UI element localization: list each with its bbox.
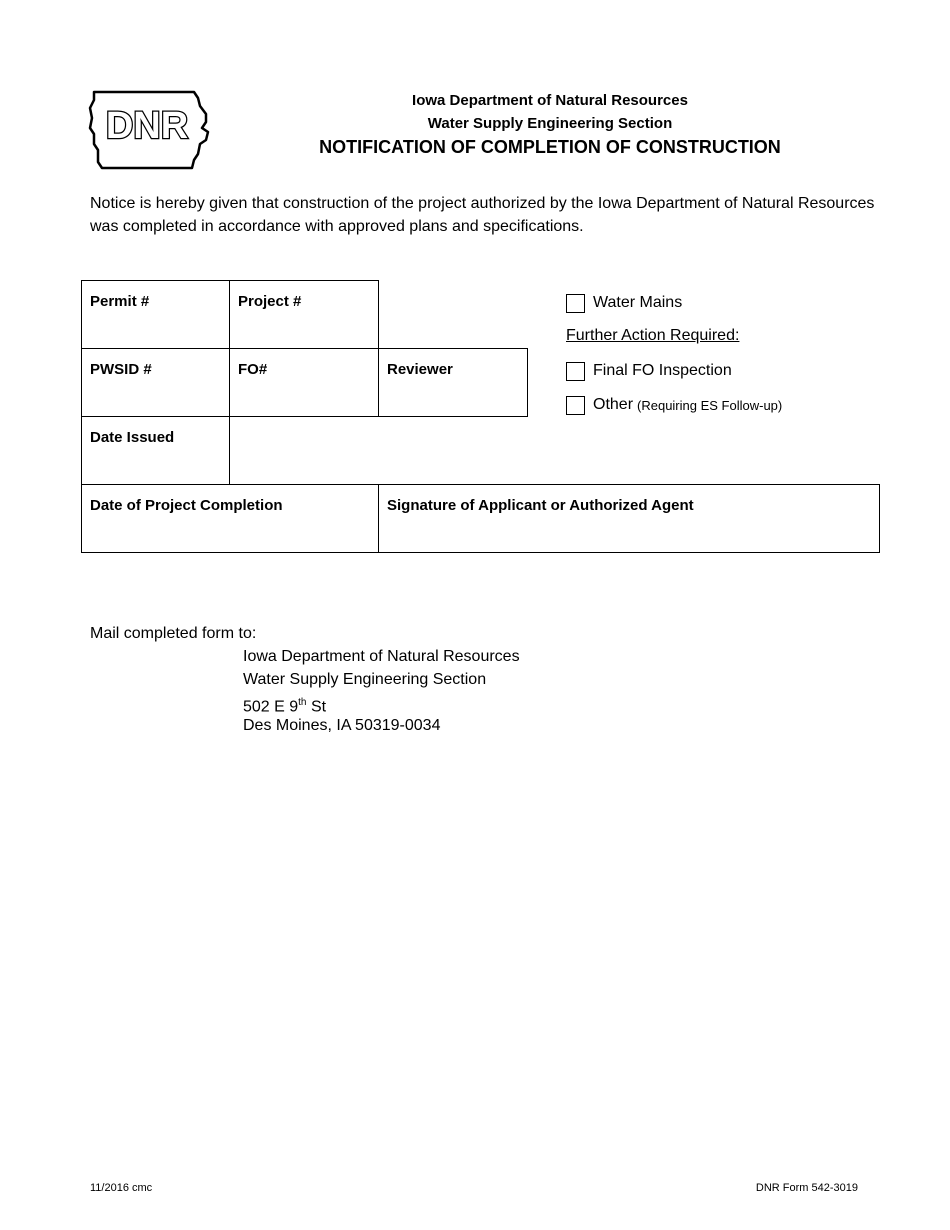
other-checkbox[interactable] [566,396,585,415]
mail-line4: Des Moines, IA 50319-0034 [243,717,441,734]
other-note: (Requiring ES Follow-up) [637,397,783,413]
department-name: Iowa Department of Natural Resources [412,92,688,109]
final-fo-label: Final FO Inspection [593,362,732,379]
footer-form-number: DNR Form 542-3019 [755,1182,858,1194]
project-label: Project # [238,293,302,310]
reviewer-field[interactable] [378,348,528,417]
permit-field[interactable] [81,280,230,349]
other-option[interactable] [566,394,782,416]
date-issued-label: Date Issued [90,429,175,446]
pwsid-label: PWSID # [90,361,152,378]
logo-text: DNR [105,105,189,147]
mail-street-sup: th [298,697,307,708]
fo-label: FO# [238,361,268,378]
water-mains-label: Water Mains [593,294,683,311]
permit-label: Permit # [90,293,150,310]
other-label: Other [593,396,634,413]
project-field[interactable] [229,280,379,349]
form-title: NOTIFICATION OF COMPLETION OF CONSTRUCTION [319,137,781,157]
signature-label: Signature of Applicant or Authorized Agent [387,497,694,514]
mail-label: Mail completed form to: [90,625,257,642]
final-fo-option[interactable] [566,360,732,382]
mail-line1: Iowa Department of Natural Resources [243,648,520,665]
mail-line2: Water Supply Engineering Section [243,671,487,688]
notice-paragraph: Notice is hereby given that construction of the project authorized by the Iowa Department of Natural Resources was completed in accordance with approved plans and specifications. [90,195,875,235]
dnr-logo [88,88,214,170]
footer-revision: 11/2016 cmc [90,1182,153,1194]
date-completion-field[interactable] [81,484,379,553]
reviewer-label: Reviewer [387,361,453,378]
date-completion-label: Date of Project Completion [90,497,283,514]
water-mains-checkbox[interactable] [566,294,585,313]
final-fo-checkbox[interactable] [566,362,585,381]
mail-street-pre: 502 E 9 [243,698,299,716]
fo-field[interactable] [229,348,379,417]
iowa-outline-icon [88,88,214,170]
water-mains-option[interactable] [566,292,682,314]
pwsid-field[interactable] [81,348,230,417]
mail-street-post: St [306,698,327,716]
section-name: Water Supply Engineering Section [427,115,673,132]
date-issued-field[interactable] [230,417,879,484]
further-action-heading [566,325,739,347]
date-issued-label-cell [81,416,230,485]
signature-field[interactable] [378,484,880,553]
further-action-label: Further Action Required: [566,327,740,344]
